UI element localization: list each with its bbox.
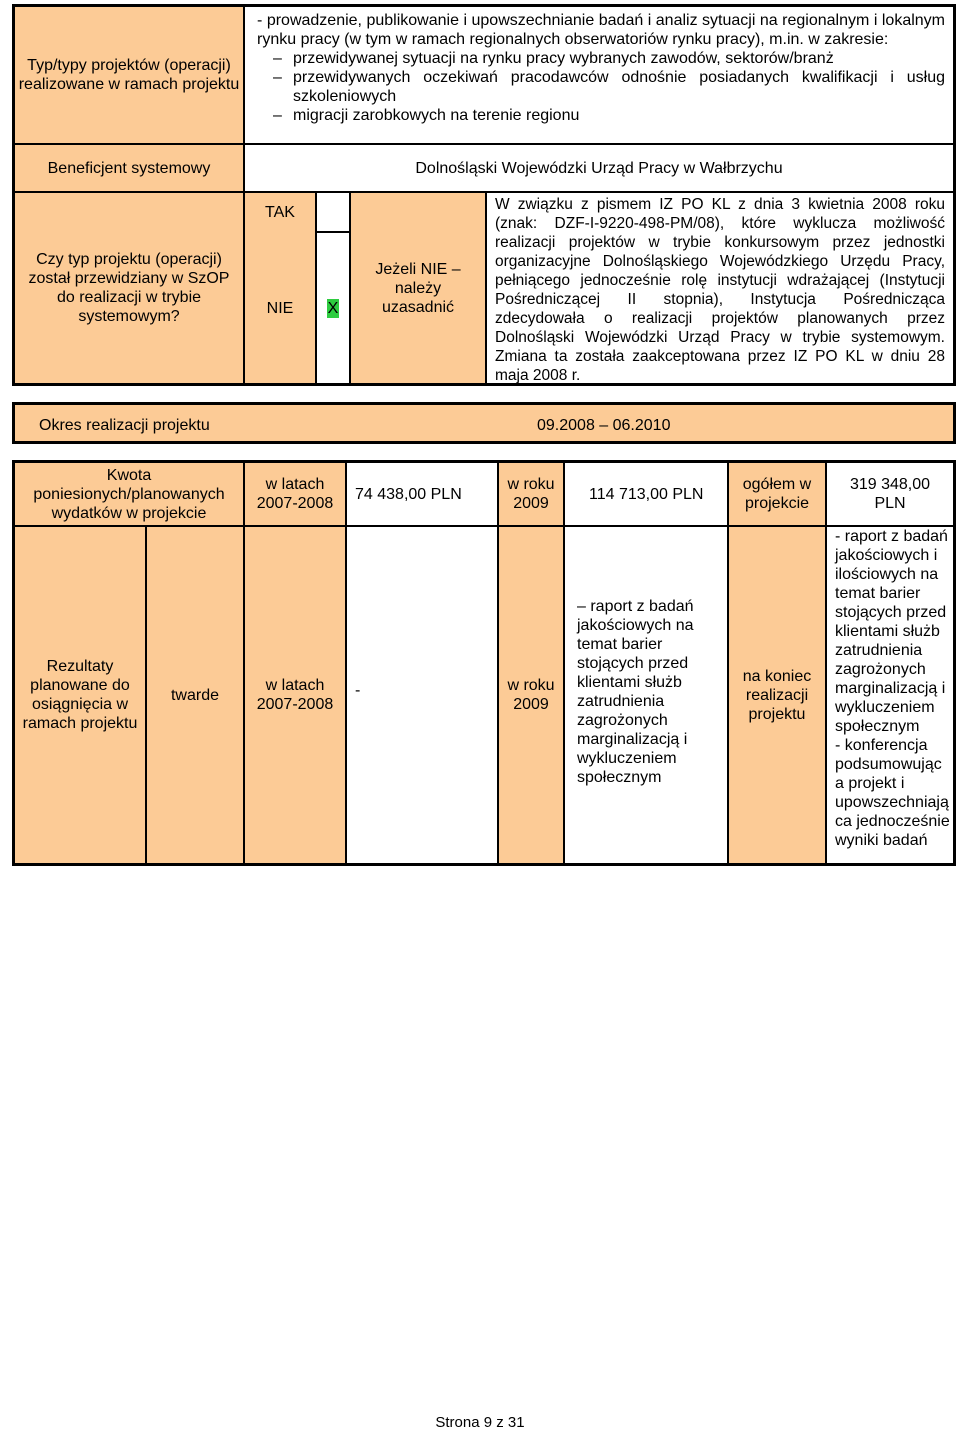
costs-total-label: ogółem w projekcie (742, 476, 812, 512)
results-years-a-label: w latach 2007-2008 (256, 677, 334, 713)
results-end-label-cell (728, 526, 826, 866)
results-kind-cell (146, 526, 244, 866)
costs-years-a-label-cell (244, 460, 346, 526)
costs-year-b-value: 114 713,00 PLN (589, 486, 704, 503)
beneficiary-value: Dolnośląski Wojewódzki Urząd Pracy w Wałbrzychu (415, 159, 783, 177)
results-year-b-value: – raport z badań jakościowych na temat barier stojących przed klientami służb zatrudnienia zagrożonych marginalizacją i wykluczeniem społecznym (577, 598, 694, 786)
results-kind: twarde (170, 686, 220, 704)
period-value: 09.2008 – 06.2010 (537, 417, 671, 434)
results-year-b-value-cell (564, 526, 728, 866)
period-label: Okres realizacji projektu (39, 417, 210, 434)
costs-total-label-cell (728, 460, 826, 526)
nie-label: NIE (266, 299, 294, 317)
beneficiary-label: Beneficjent systemowy (47, 159, 211, 177)
period-right-border (953, 402, 956, 444)
costs-year-b-label: w roku 2009 (507, 476, 555, 512)
costs-years-a-value: 74 438,00 PLN (355, 486, 462, 503)
beneficiary-value-cell (244, 144, 956, 192)
type-content-cell (244, 4, 956, 144)
results-years-a-value: - (355, 682, 361, 699)
justify-text-cell (486, 192, 956, 386)
costs-years-a-label: w latach 2007-2008 (256, 476, 334, 512)
type-list (257, 49, 945, 125)
type-label-cell (12, 4, 244, 144)
type-item: – migracji zarobkowych na terenie regionu (257, 106, 945, 125)
justify-label-cell (350, 192, 486, 386)
results-year-b-label-cell (498, 526, 564, 866)
page-number: Strona 9 z 31 (435, 1414, 525, 1431)
results-end-label: na koniec realizacji projektu (742, 667, 812, 723)
justify-label: Jeżeli NIE – należy uzasadnić (375, 260, 461, 316)
costs-years-a-value-cell (346, 460, 498, 526)
costs-year-b-label-cell (498, 460, 564, 526)
type-item: – przewidywanych oczekiwań pracodawców odnośnie posiadanych kwalifikacji i usług szkoleniowych (257, 68, 945, 106)
question-label-cell (12, 192, 244, 386)
nie-mark: X (327, 299, 339, 317)
nie-checkbox[interactable] (316, 232, 350, 386)
question-label: Czy typ projektu (operacji) został przewidziany w SzOP do realizacji w trybie systemowym? (28, 251, 230, 325)
tak-label: TAK (265, 203, 295, 221)
results-end-value-cell (826, 526, 956, 866)
costs-total-value-cell (826, 460, 956, 526)
costs-label-cell (12, 460, 244, 526)
results-end-value-1: - raport z badań jakościowych i ilościowych na temat barier stojących przed klientami służb zatrudnienia zagrożonych marginalizacją i wykluczeniem społecznym (835, 528, 948, 735)
costs-year-b-value-cell (564, 460, 728, 526)
beneficiary-label-cell (12, 144, 244, 192)
costs-total-value: 319 348,00 PLN (849, 476, 931, 512)
results-label-cell (12, 526, 146, 866)
type-item: – przewidywanej sytuacji na rynku pracy wybranych zawodów, sektorów/branż (257, 49, 945, 68)
results-years-a-value-cell (346, 526, 498, 866)
justify-text: W związku z pismem IZ PO KL z dnia 3 kwietnia 2008 roku (znak: DZF-I-9220-498-PM/08), które wyklucza możliwość realizacji projektów w trybie konkursowym przez jednostki organizacyjne Dolnośląskiego Wojewódzkiego Urzędu Pracy, pełniącego jednocześnie rolę instytucji wdrażającej (Instytucji Pośredniczącej II stopnia), Instytucja Pośrednicząca zdecydowała o realizacji projektów planowanych przez Dolnośląski Wojewódzki Urząd Pracy w trybie systemowym. Zmiana ta została zaakceptowana przez IZ PO KL w dniu 28 maja 2008 r. (495, 196, 945, 384)
period-row (12, 402, 956, 444)
results-years-a-label-cell (244, 526, 346, 866)
tak-label-wrap (244, 192, 316, 232)
results-year-b-label: w roku 2009 (507, 677, 555, 713)
type-intro: - prowadzenie, publikowanie i upowszechnianie badań i analiz sytuacji na regionalnym i lokalnym rynku pracy (w tym w ramach regionalnych obserwatoriów rynku pracy), m.in. w zakresie: (257, 12, 945, 48)
results-label: Rezultaty planowane do osiągnięcia w ramach projektu (22, 658, 138, 732)
results-end-value-2: - konferencja podsumowując a projekt i upowszechniają ca jednocześnie wyniki badań (835, 737, 950, 849)
nie-label-wrap (244, 288, 316, 328)
type-label: Typ/typy projektów (operacji) realizowane w ramach projektu (18, 57, 240, 93)
costs-label: Kwota poniesionych/planowanych wydatków w projekcie (33, 466, 225, 522)
tak-checkbox[interactable] (316, 192, 350, 232)
